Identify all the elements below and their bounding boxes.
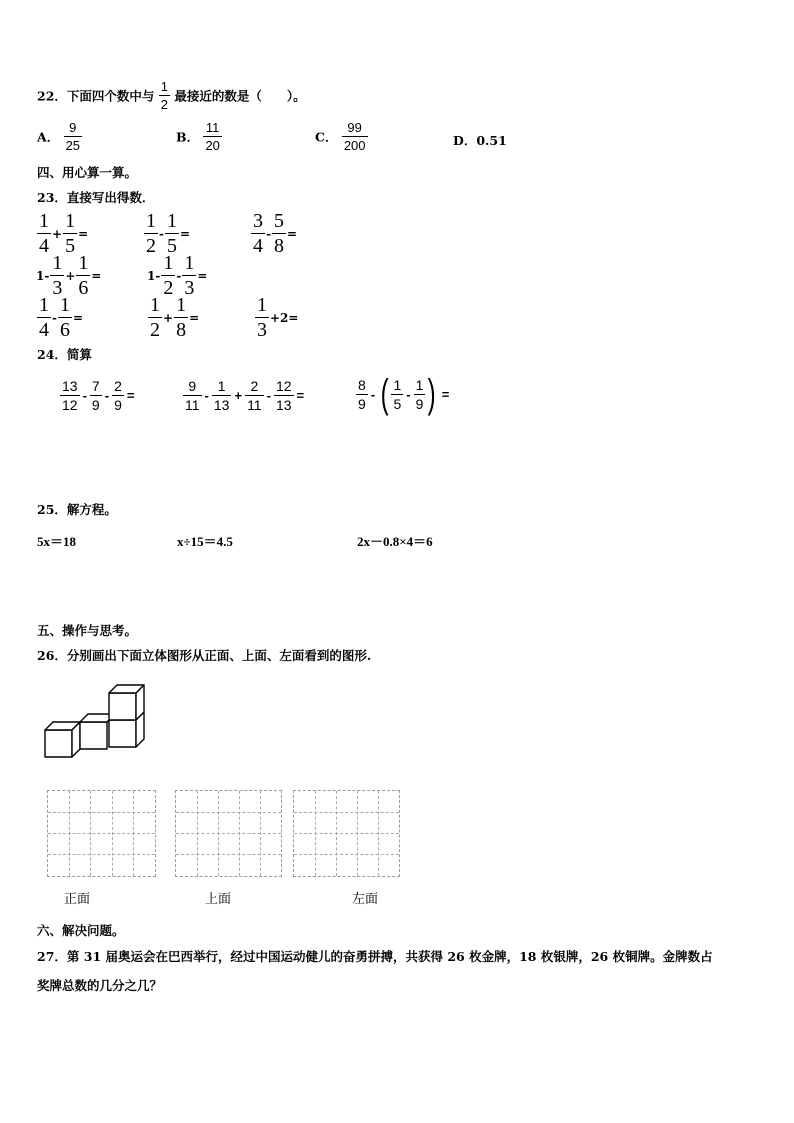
left-view-label: 左面 (352, 891, 379, 906)
q22-option-c: C． $\frac{99}{200}$ (315, 120, 366, 153)
q22-suffix: 最接近的数是（ ）。 (174, 88, 306, 104)
q25-equation-2: x÷15＝4.5 (177, 534, 233, 549)
q22-option-d: D．0.51 (453, 133, 507, 148)
q23-item-5: 1- $\frac{1}{2}$ - $\frac{1}{3}$ = (147, 252, 208, 299)
q23-item-2: $\frac{1}{2}$ - $\frac{1}{5}$ = (146, 210, 191, 257)
q25-label: 25．解方程。 (37, 502, 117, 517)
q22-label: 22．下面四个数中与 (37, 88, 155, 104)
q23-item-3: $\frac{3}{4}$ - $\frac{5}{8}$ = (253, 210, 298, 257)
q27-line-1: 27．第 31 届奥运会在巴西举行，经过中国运动健儿的奋勇拼搏，共获得 26 枚金牌，18 枚银牌，26 枚铜牌。金牌数占 (37, 949, 713, 964)
q23-item-7: $\frac{1}{2}$ + $\frac{1}{8}$ = (150, 294, 200, 341)
section-5-heading: 五、操作与思考。 (37, 623, 138, 638)
section-4-heading: 四、用心算一算。 (37, 165, 138, 180)
q24-expression-2: $\frac{9}{11}$ - $\frac{1}{13}$ + $\frac{2}{11}$ - $\frac{12}{13}$ = (185, 378, 305, 413)
q24-expression-1: $\frac{13}{12}$ - $\frac{7}{9}$ - $\frac{2}{9}$ = (62, 378, 135, 413)
q23-label: 23．直接写出得数． (37, 190, 155, 205)
q25-equation-1: 5x＝18 (37, 534, 77, 549)
left-paren-icon: ( (380, 372, 389, 416)
cube-stack-figure (40, 680, 155, 762)
q23-item-4: 1- $\frac{1}{3}$ + $\frac{1}{6}$ = (36, 252, 102, 299)
front-view-grid[interactable] (47, 790, 156, 877)
q27-line-2: 奖牌总数的几分之几？ (37, 978, 163, 993)
front-view-label: 正面 (64, 891, 91, 906)
q26-label: 26．分别画出下面立体图形从正面、上面、左面看到的图形. (37, 648, 372, 663)
q23-item-6: $\frac{1}{4}$ - $\frac{1}{6}$ = (39, 294, 84, 341)
q23-item-8: $\frac{1}{3}$ +2= (257, 294, 299, 341)
section-6-heading: 六、解决问题。 (37, 923, 125, 938)
q22-option-b: B． $\frac{11}{20}$ (176, 120, 220, 153)
q24-label: 24．简算 (37, 347, 92, 362)
top-view-grid[interactable] (175, 790, 282, 877)
right-paren-icon: ) (428, 372, 437, 416)
q25-equation-3: 2x－0.8×4＝6 (357, 534, 433, 549)
left-view-grid[interactable] (293, 790, 400, 877)
question-22 (37, 80, 306, 111)
top-view-label: 上面 (205, 891, 232, 906)
q22-half-fraction: $\frac{1}{2}$ (160, 79, 168, 112)
q24-expression-3: $\frac{8}{9}$ - ( $\frac{1}{5}$ - $\frac{1}{9}$ ) = (358, 372, 450, 416)
q23-item-1: $\frac{1}{4}$ + $\frac{1}{5}$ = (39, 210, 89, 257)
q22-option-a: A． $\frac{9}{25}$ (37, 120, 81, 153)
